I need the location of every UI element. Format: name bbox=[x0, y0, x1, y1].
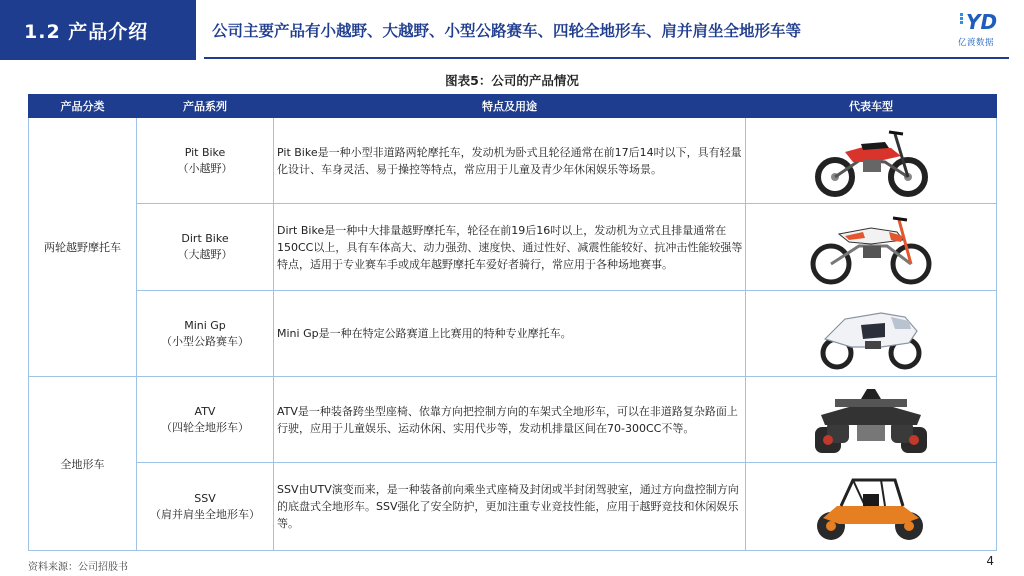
table-row bbox=[29, 463, 997, 551]
column-header: 代表车型 bbox=[746, 95, 997, 118]
category-cell: 全地形车 bbox=[29, 377, 137, 551]
series-name: ATV bbox=[194, 404, 216, 418]
series-subtitle: （大越野） bbox=[177, 248, 233, 261]
page-headline: 公司主要产品有小越野、大越野、小型公路赛车、四轮全地形车、肩并肩坐全地形车等 bbox=[212, 22, 802, 40]
category-cell: 两轮越野摩托车 bbox=[29, 118, 137, 377]
series-cell bbox=[137, 377, 274, 463]
dirt-bike-image bbox=[805, 208, 937, 286]
table-row bbox=[29, 377, 997, 463]
atv-image bbox=[805, 381, 937, 459]
description-cell: ATV是一种装备跨坐型座椅、依靠方向把控制方向的车架式全地形车，可以在非道路复杂路面上行驶，应用于儿童娱乐、运动休闲、实用代步等，发动机排量区间在70-300CC不等。 bbox=[274, 377, 746, 463]
series-subtitle: （小越野） bbox=[177, 161, 233, 175]
mini-gp-image bbox=[805, 295, 937, 373]
image-cell bbox=[746, 204, 997, 291]
series-subtitle: （小型公路赛车） bbox=[161, 334, 249, 348]
pit-bike-image bbox=[805, 122, 937, 200]
section-title: 1.2 产品介绍 bbox=[24, 20, 149, 43]
product-table bbox=[28, 94, 997, 551]
series-name: Mini Gp bbox=[184, 318, 226, 332]
image-cell bbox=[746, 463, 997, 551]
series-subtitle: （肩并肩坐全地形车） bbox=[150, 507, 260, 521]
image-cell bbox=[746, 118, 997, 204]
series-cell bbox=[137, 291, 274, 377]
series-cell bbox=[137, 118, 274, 204]
column-header: 产品系列 bbox=[137, 95, 274, 118]
image-cell bbox=[746, 291, 997, 377]
section-tab bbox=[0, 0, 196, 60]
description-cell: Pit Bike是一种小型非道路两轮摩托车，发动机为卧式且轮径通常在前17后14吋以下，具有轻量化设计、车身灵活、易于操控等特点，常应用于儿童及青少年休闲娱乐等场景。 bbox=[274, 118, 746, 204]
description-cell: SSV由UTV演变而来，是一种装备前向乘坐式座椅及封闭或半封闭驾驶室，通过方向盘控制方向的底盘式全地形车。SSV强化了安全防护，更加注重专业竞技性能，应用于越野竞技和休闲娱乐等。 bbox=[274, 463, 746, 551]
series-cell bbox=[137, 204, 274, 291]
brand-logo bbox=[958, 8, 1010, 52]
series-subtitle: （四轮全地形车） bbox=[161, 420, 249, 434]
table-row bbox=[29, 291, 997, 377]
column-header: 特点及用途 bbox=[274, 95, 746, 118]
header-bar bbox=[0, 0, 1024, 60]
table-row bbox=[29, 118, 997, 204]
table-caption: 图表5：公司的产品情况 bbox=[445, 73, 579, 88]
ssv-image bbox=[805, 468, 937, 546]
source-note: 资料来源：公司招股书 bbox=[28, 562, 128, 573]
series-name: Pit Bike bbox=[184, 145, 226, 159]
series-cell bbox=[137, 463, 274, 551]
image-cell bbox=[746, 377, 997, 463]
table-row bbox=[29, 204, 997, 291]
description-cell: Mini Gp是一种在特定公路赛道上比赛用的特种专业摩托车。 bbox=[274, 291, 746, 377]
series-name: Dirt Bike bbox=[181, 232, 229, 245]
column-header: 产品分类 bbox=[29, 95, 137, 118]
table-header-row bbox=[29, 95, 997, 118]
header-divider bbox=[204, 57, 1009, 59]
logo-text: 亿渡数据 bbox=[958, 38, 995, 48]
page-number: 4 bbox=[986, 554, 994, 568]
logo-mark: YD bbox=[966, 10, 998, 34]
series-name: SSV bbox=[194, 491, 216, 505]
description-cell: Dirt Bike是一种中大排量越野摩托车，轮径在前19后16吋以上，发动机为立式且排量通常在150CC以上，具有车体高大、动力强劲、速度快、通过性好、减震性能较好、抗冲击性能较强等特点，适用于专业赛车手或成年越野摩托车爱好者骑行，常应用于各种场地赛事。 bbox=[274, 204, 746, 291]
